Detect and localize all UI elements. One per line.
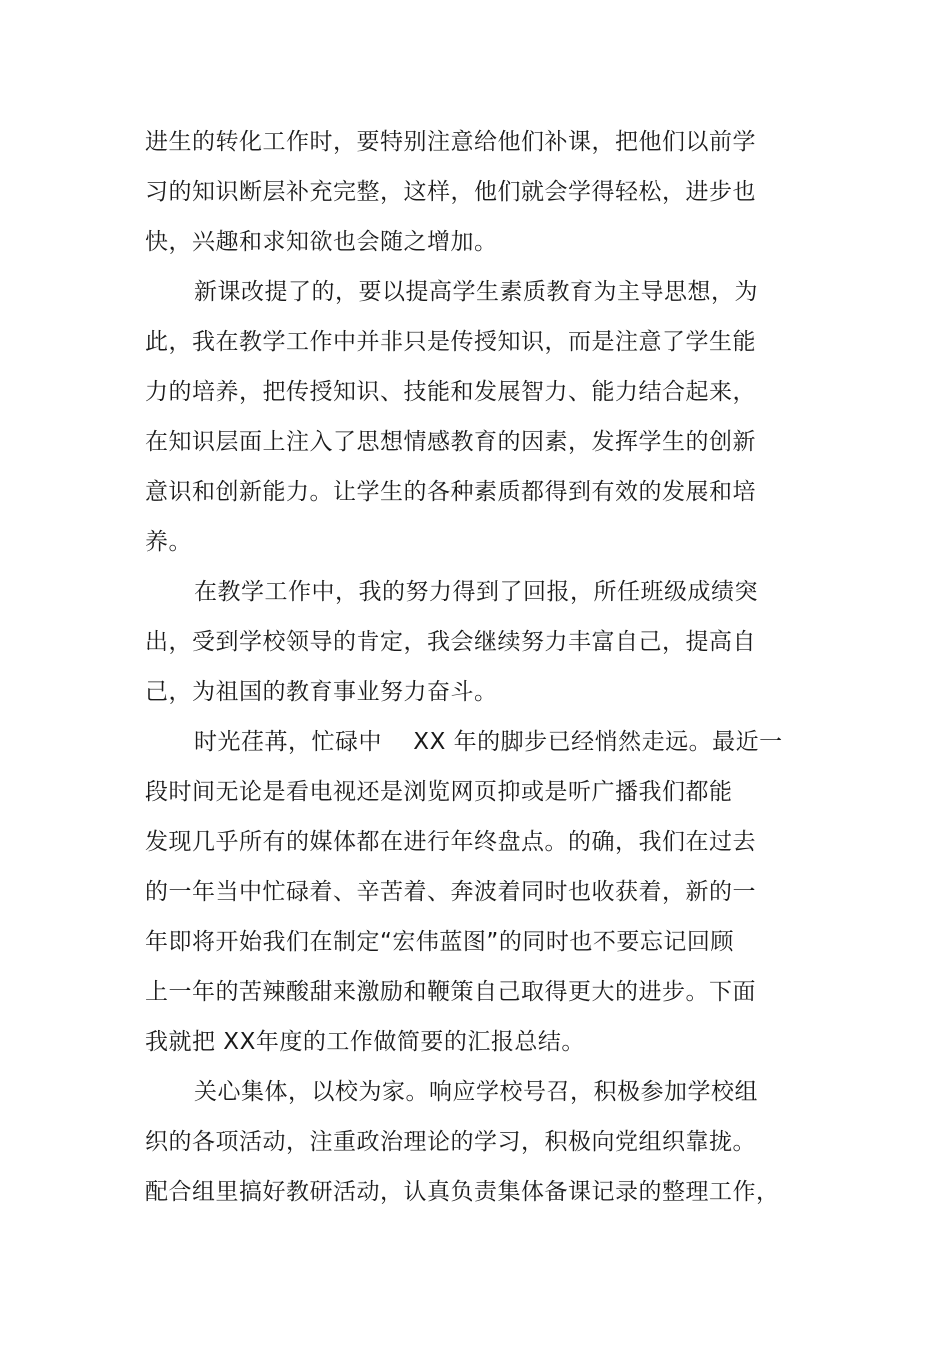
paragraph-start-line: 时光荏苒，忙碌中 XX 年的脚步已经悄然走远。最近一 [194,729,783,755]
paragraph-start-line: 新课改提了的，要以提高学生素质教育为主导思想，为 [194,279,758,305]
text-line: 习的知识断层补充完整，这样，他们就会学得轻松，进步也 [145,179,756,205]
text-line: 己，为祖国的教育事业努力奋斗。 [145,679,498,705]
paragraph-start-line: 关心集体，以校为家。响应学校号召，积极参加学校组 [194,1079,758,1105]
text-line: 的一年当中忙碌着、辛苦着、奔波着同时也收获着，新的一 [145,879,756,905]
text-line: 快，兴趣和求知欲也会随之增加。 [145,229,498,255]
paragraph-start-line: 在教学工作中，我的努力得到了回报，所任班级成绩突 [194,579,758,605]
text-line: 在知识层面上注入了思想情感教育的因素，发挥学生的创新 [145,429,756,455]
text-line: 发现几乎所有的媒体都在进行年终盘点。的确，我们在过去 [145,829,756,855]
text-line: 意识和创新能力。让学生的各种素质都得到有效的发展和培 [145,479,756,505]
text-line: 力的培养，把传授知识、技能和发展智力、能力结合起来， [145,379,756,405]
text-line: 此，我在教学工作中并非只是传授知识，而是注意了学生能 [145,329,756,355]
text-line: 进生的转化工作时，要特别注意给他们补课，把他们以前学 [145,129,756,155]
text-line: 年即将开始我们在制定“宏伟蓝图”的同时也不要忘记回顾 [145,929,734,955]
text-line: 织的各项活动，注重政治理论的学习，积极向党组织靠拢。 [145,1129,756,1155]
text-line: 段时间无论是看电视还是浏览网页抑或是听广播我们都能 [145,779,733,805]
text-line: 上一年的苦辣酸甜来激励和鞭策自己取得更大的进步。下面 [145,979,756,1005]
text-line: 养。 [145,529,192,555]
text-line: 出，受到学校领导的肯定，我会继续努力丰富自己，提高自 [145,629,756,655]
text-line: 配合组里搞好教研活动，认真负责集体备课记录的整理工作， [145,1179,780,1205]
text-line: 我就把 XX年度的工作做简要的汇报总结。 [145,1029,585,1055]
